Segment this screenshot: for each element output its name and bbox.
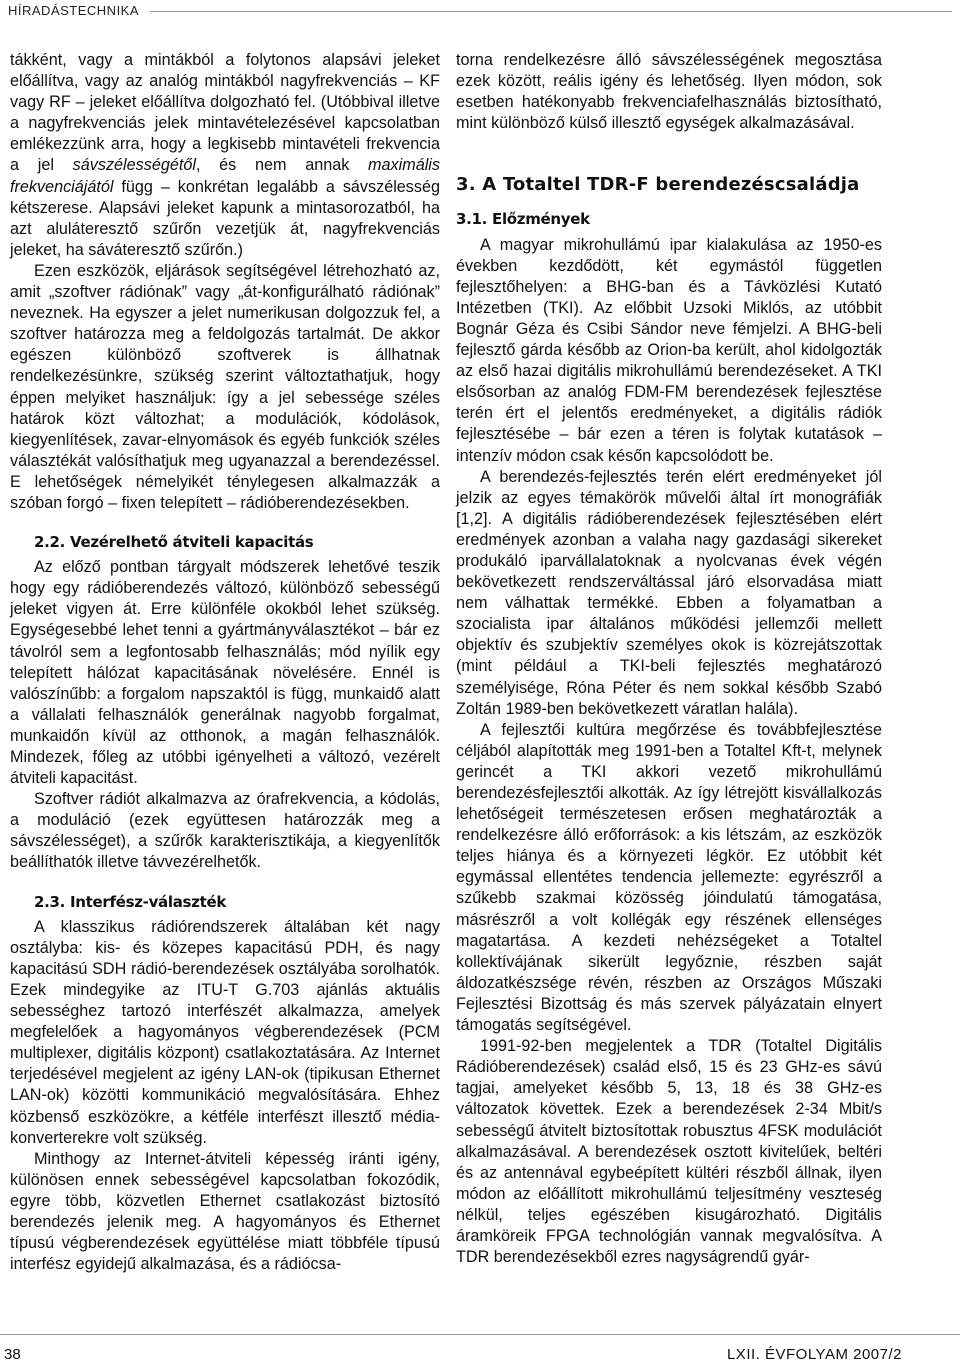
paragraph: A klasszikus rádiórendszerek általában két nagy osztályba: kis- és közepes kapacitású PDH, és nagy kapacitású SDH rádió-berendezések osztályába sorolhatók. Ezek mindegyike az ITU-T G.703 ajánlás aktuális sebességhez tartozó interfészét alkalmazza, amelyek megfelelőek a hagyományos végberendezések (PCM multiplexer, digitális központ) csatlakoztatására. Az Internet terjedésével megjelent az igény LAN-ok (tipikusan Ethernet LAN-ok) közötti kommunikáció megvalósítására. Ehhez közbenső eszközökre, a kétféle interfészt illesztő média-konverterekre volt szükség. (10, 917, 440, 1147)
paragraph: 1991-92-ben megjelentek a TDR (Totaltel Digitális Rádióberendezések) család első, 15 és 23 GHz-es sávú tagjai, amelyeket később 5, 13, 18 és 38 GHz-es változatok követtek. Ezek a berendezések 2-34 Mbit/s sebességű átvitelt biztosítottak robusztus 4FSK modulációt alkalmazásával. A berendezések osztott kivitelűek, beltéri és az antennával egybeépített kültéri részből állnak, ilyen módon az előállított mikrohullámú teljesítmény veszteség nélkül, teljes egészében kisugározható. Digitális áramköreik FPGA technológián vannak megvalósítva. A TDR berendezésekből ezres nagyságrendű gyár- (456, 1037, 882, 1267)
paragraph: A magyar mikrohullámú ipar kialakulása az 1950-es években kezdődött, két egymástól független fejlesztőhelyen: a BHG-ban és a Távközlési Kutató Intézetben (TKI). Az előbbit Uzsoki Miklós, az utóbbit Bognár Géza és Csibi Sándor neve fémjelzi. A BHG-beli fejlesztő gárda később az Orion-ba került, ahol kidolgozták az első hazai digitális mikrohullámú berendezéseket. A TKI elsősorban az analóg FDM-FM berendezések fejlesztése terén ért el jelentős eredményeket, a digitális rádiók fejlesztésébe – bár ezen a téren is folytak kutatások – intenzív módon csak későn kapcsolódott be. (456, 235, 882, 465)
section-heading: 3.1. Előzmények (456, 210, 590, 229)
journal-title: HÍRADÁSTECHNIKA (8, 3, 140, 18)
section-heading: 2.3. Interfész-választék (34, 892, 227, 911)
paragraph: torna rendelkezésre álló sávszélességének megosztása ezek között, reális igény és lehetőség. Ilyen módon, sok esetben hatékonyabb frekvenciafelhasználás biztosítható, mint különböző külső illesztő egységek alkalmazásával. (456, 51, 882, 133)
paragraph: Az előző pontban tárgyalt módszerek lehetővé teszik hogy egy rádióberendezés változó, különböző sebességű jeleket vigyen át. Erre különféle okokból lehet szükség. Egységesebbé lehet tenni a gyártmányválasztékot – bár ez távolról sem a legfontosabb felhasználás; mód nyílik egy telepített hálózat kapacitásának növelésére. Ennél is valószínűbb: a forgalom napszaktól is függ, munkaidő alatt a vállalati felhasználók generálnak nagyobb forgalmat, munkaidőn kívül az otthonok, a magán felhasználók. Mindezek, főleg az utóbbi igényelheti a változó, vezérelt átviteli kapacitást. (10, 558, 440, 788)
header-rule (150, 11, 952, 12)
paragraph: tákként, vagy a mintákból a folytonos alapsávi jeleket előállítva, vagy az analóg mintákból nagyfrekvenciás – KF vagy RF – jeleket előállítva dolgozható fel. (Utóbbival illetve a nagyfrekvenciás jelek mintavételezésével kapcsolatban emlékezzünk arra, hogy a legkisebb mintavételi frekvencia a jel sávszélességétől, és nem annak maximális frekvenciájától függ – konkrétan legalább a sávszélesség kétszerese. Alapsávi jeleket kapunk a mintasorozatból, ha azt aluláteresztő szűrőn vezetjük át, nagyfrekvenciás jeleket, ha sáváteresztő szűrőn.) (10, 51, 440, 259)
paragraph: Minthogy az Internet-átviteli képesség iránti igény, különösen ennek sebességével kapcsolatban fokozódik, egyre több, közvetlen Ethernet csatlakozást biztosító berendezés jelenik meg. A hagyományos és Ethernet típusú végberendezések együttélése miatt többféle típusú interfész egyidejű alkalmazása, és a rádiócsa- (10, 1149, 440, 1274)
running-header (0, 0, 960, 28)
right-column (456, 50, 882, 1268)
paragraph: A fejlesztői kultúra megőrzése és továbbfejlesztése céljából alapították meg 1991-ben a Totaltel Kft-t, melynek gerincét a TKI akkori vezető mikrohullámú berendezésfejlesztői alkották. Az így létrejött kisvállalkozás lehetőségeit természetesen erősen meghatározták a rendelkezésre álló erőforrások: a kis létszám, az eszközök teljes hiánya és a környezeti légkör. Ez utóbbit két egymással ellentétes tendencia jellemezte: egyrészről a szűkebb szakmai közösség jóindulatú támogatása, másrészről a volt kollégák egy részének ellenséges magatartása. A kezdeti nehézségeket a Totaltel kollektívájának sikerült legyőznie, részben saját áldozatkészsége révén, részben az Országos Műszaki Fejlesztési Bizottság és más szervek pályázatain elnyert támogatás segítségével. (456, 720, 882, 1035)
footer-rule (0, 1334, 960, 1335)
chapter-heading: 3. A Totaltel TDR-F berendezéscsaládja (456, 174, 860, 196)
page-number: 38 (4, 1346, 21, 1363)
paragraph: A berendezés-fejlesztés terén elért eredményeket jól jelzik az egyes témakörök művelői által írt monográfiák [1,2]. A digitális rádióberendezések fejlesztésében elért eredmények azonban a valaha nagy gazdasági sikereket produkáló iparvállalatoknak a nyolcvanas évek végén bekövetkezett rendszerváltással járó elsorvadása miatt nem válhattak termékké. Ebben a folyamatban a szocialista ipar általános működési jellemzői mellett objektív és szubjektív személyes okok is közrejátszottak (mint például a TKI-beli fejlesztés meghatározó személyisége, Róna Péter és nem sokkal később Szabó Zoltán 1989-ben bekövetkezett váratlan halála). (456, 467, 882, 718)
running-footer (0, 1334, 960, 1364)
paragraph: Szoftver rádiót alkalmazva az órafrekvencia, a kódolás, a moduláció (ezek együttesen határozzák meg a sávszélességet), a szűrők karakterisztikája, a kiegyenlítők beállíthatók illetve távvezérelhetők. (10, 790, 440, 872)
paragraph: Ezen eszközök, eljárások segítségével létrehozható az, amit „szoftver rádiónak” vagy „át-konfigurálható rádiónak” neveznek. Ha egyszer a jelet numerikusan dolgozzuk fel, a szoftver határozza meg a feldolgozás tartalmát. De akkor egészen különböző szoftverek is állhatnak rendelkezésünkre, szükség szerint változtathatjuk, hogy éppen melyiket használjuk: így a jel sebessége széles határok közt változhat; a modulációk, kódolások, kiegyenlítések, zavar-elnyomások és egyéb funkciók széles választékát valósíthatjuk meg ugyanazzal a berendezéssel. E lehetőségek némelyikét ténylegesen alkalmazzák a szóban forgó – fixen telepített – rádióberendezésekben. (10, 261, 440, 512)
left-column (10, 50, 440, 1275)
section-heading: 2.2. Vezérelhető átviteli kapacitás (34, 533, 314, 552)
volume-label: LXII. ÉVFOLYAM 2007/2 (726, 1346, 902, 1363)
